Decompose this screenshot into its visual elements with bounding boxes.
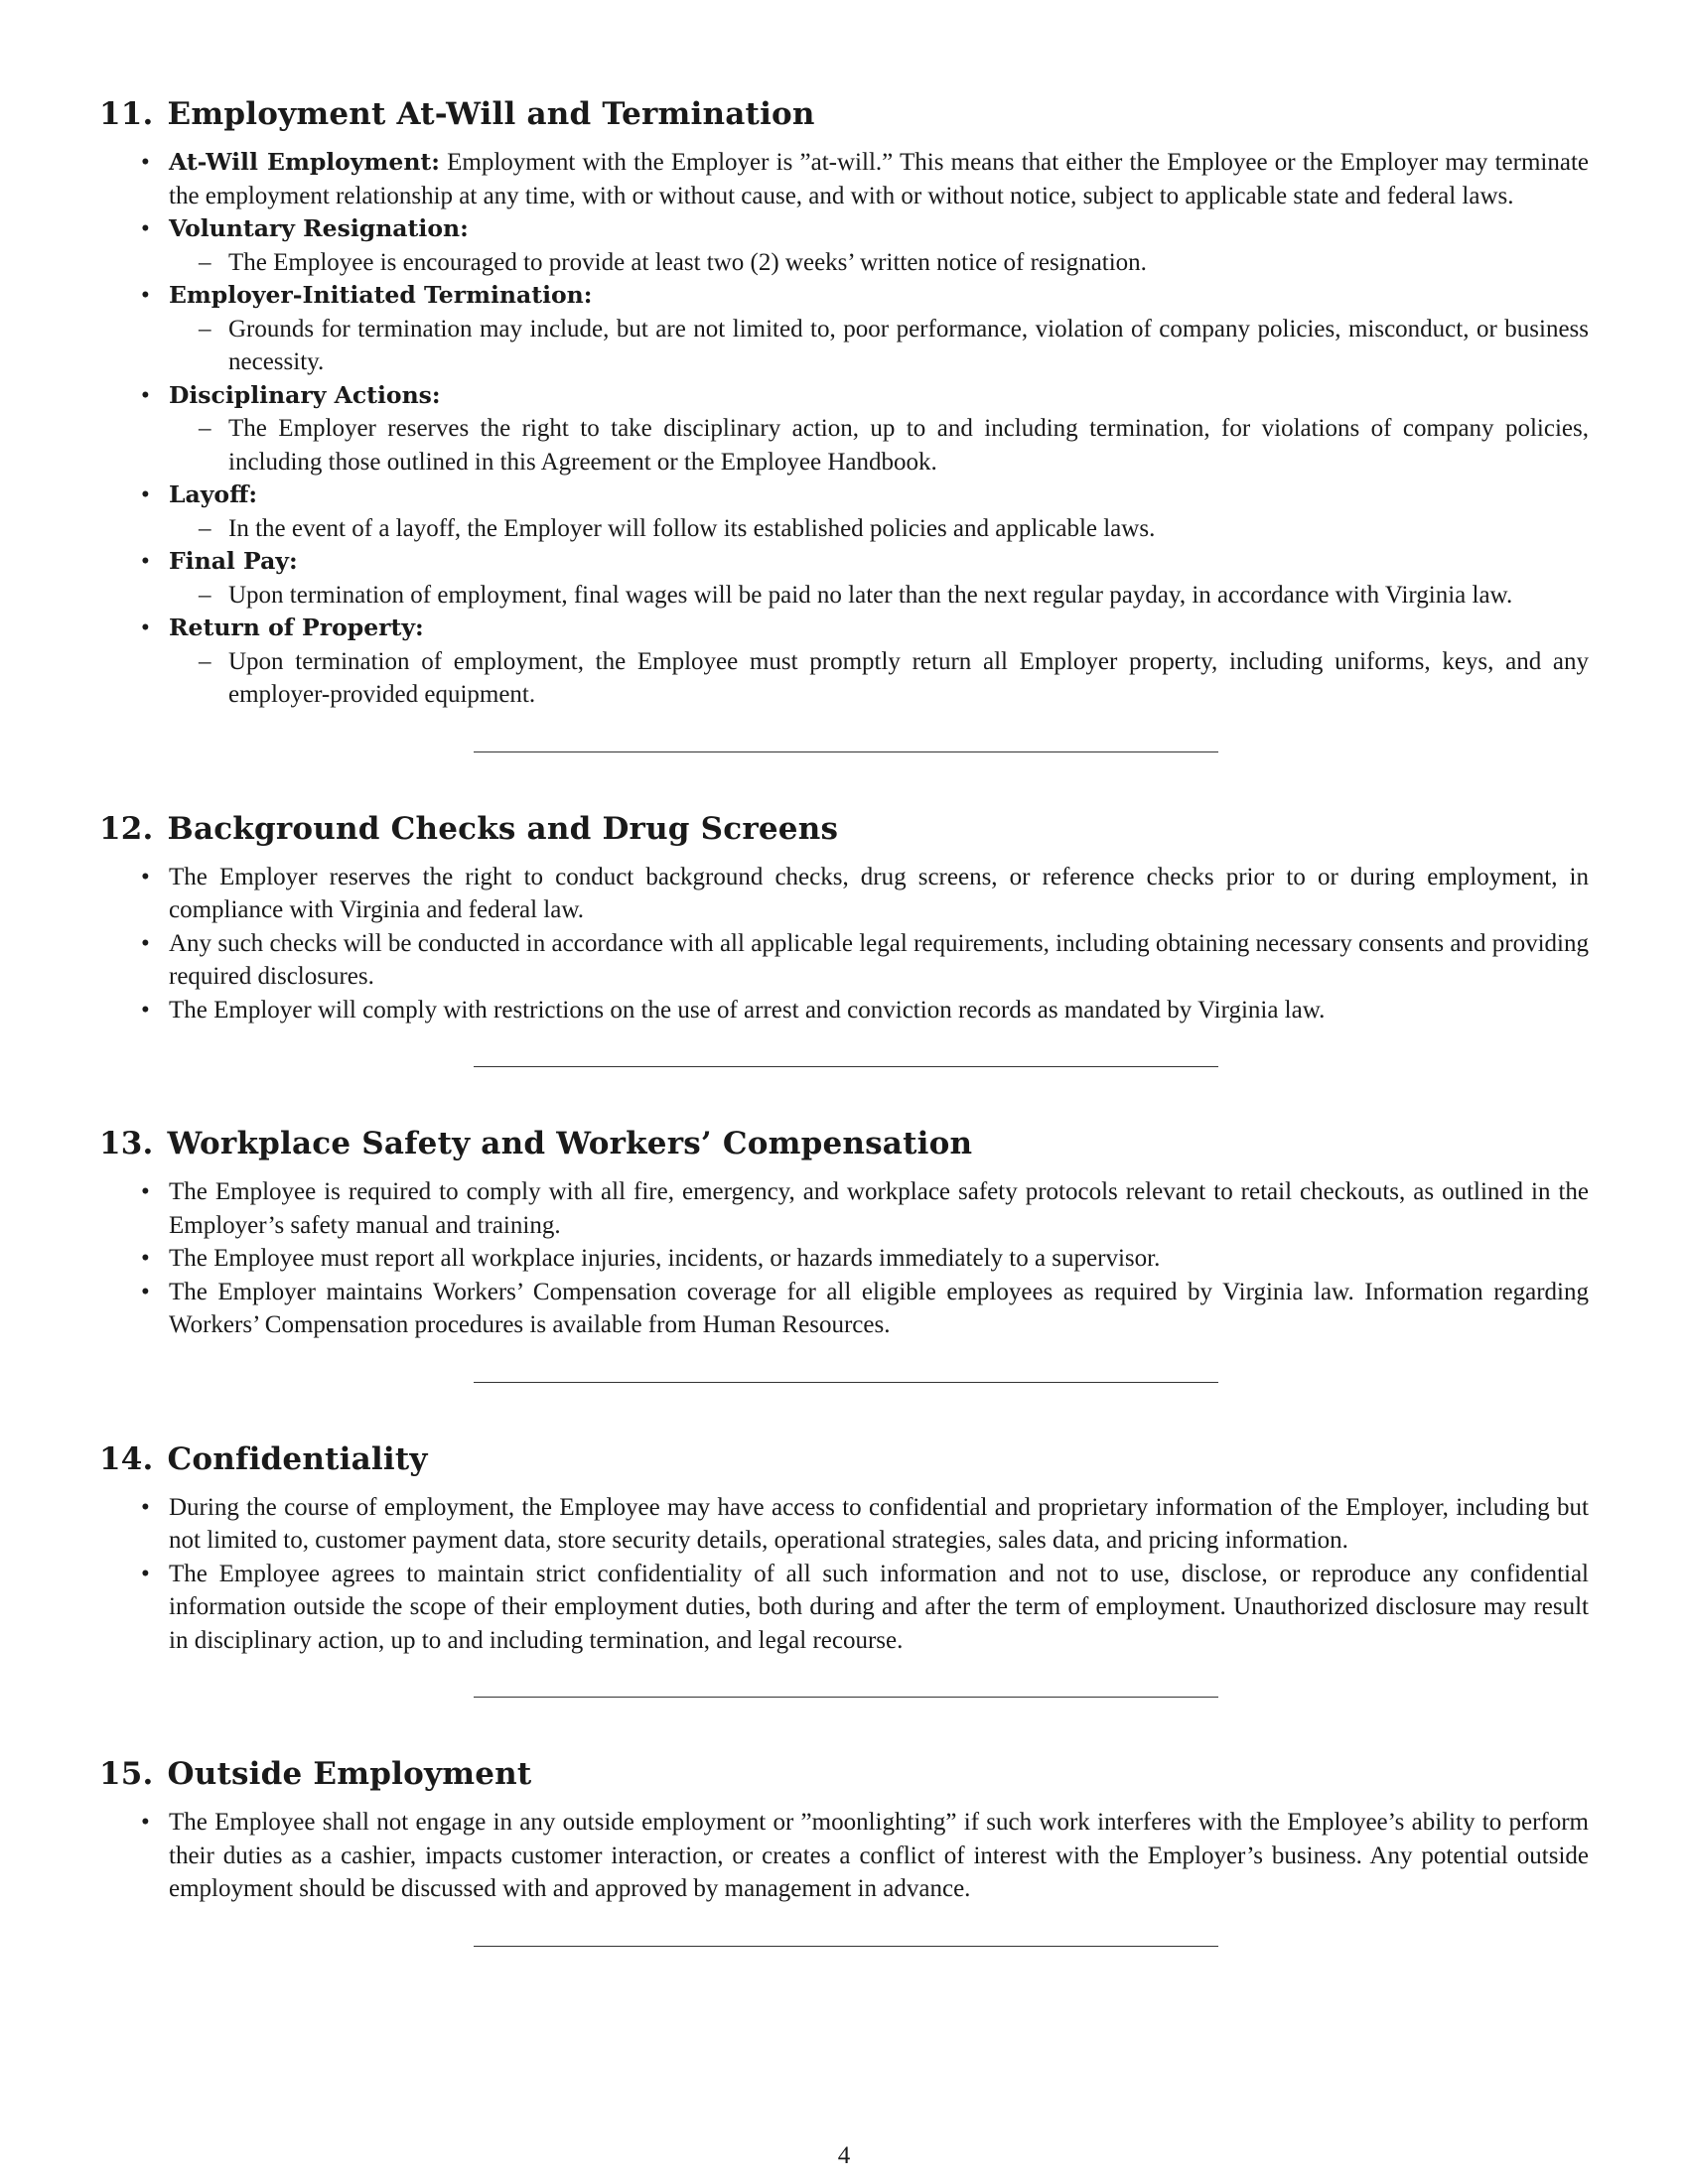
sub-list-item: – The Employee is encouraged to provide at least two (2) weeks’ written notice of resignation. [169,246,1589,280]
section-12 [99,809,1589,1068]
section-heading: 11. Employment At-Will and Termination [99,96,815,132]
list-item: • Voluntary Resignation: – The Employee is encouraged to provide at least two (2) weeks’ written notice of resignation. [99,212,1589,279]
section-list [99,1491,1589,1658]
list-item: • Return of Property: – Upon termination of employment, the Employee must promptly return all Employer property, including uniforms, keys, and any employer-provided equipment. [99,612,1589,712]
sub-list-item: – Upon termination of employment, the Employee must promptly return all Employer property, including uniforms, keys, and any employer-provided equipment. [169,645,1589,712]
document-page [99,94,1589,1947]
list-item: • The Employer will comply with restrictions on the use of arrest and conviction records as mandated by Virginia law. [99,994,1589,1027]
section-13 [99,1124,1589,1383]
section-heading: 14. Confidentiality [99,1440,428,1477]
section-divider [474,1946,1218,1947]
list-item: • During the course of employment, the Employee may have access to confidential and proprietary information of the Employer, including but not limited to, customer payment data, store security details, operational strategies, sales data, and pricing information. [99,1491,1589,1558]
sub-list-item: – In the event of a layoff, the Employer will follow its established policies and applicable laws. [169,512,1589,546]
list-item: • The Employer reserves the right to conduct background checks, drug screens, or reference checks prior to or during employment, in compliance with Virginia and federal law. [99,861,1589,927]
section-heading: 15. Outside Employment [99,1756,532,1792]
list-item: • The Employee is required to comply with all fire, emergency, and workplace safety protocols relevant to retail checkouts, as outlined in the Employer’s safety manual and training. [99,1175,1589,1242]
list-item: • The Employer maintains Workers’ Compensation coverage for all eligible employees as required by Virginia law. Information regarding Workers’ Compensation procedures is available from Human Resources. [99,1276,1589,1342]
list-item: • The Employee agrees to maintain strict confidentiality of all such information and not to use, disclose, or reproduce any confidential information outside the scope of their employment duties, both during and after the term of employment. Unauthorized disclosure may result in disciplinary action, up to and including termination, and legal recourse. [99,1558,1589,1658]
list-item: • Final Pay: – Upon termination of employment, final wages will be paid no later than the next regular payday, in accordance with Virginia law. [99,545,1589,612]
list-item: • Employer-Initiated Termination: – Grounds for termination may include, but are not limited to, poor performance, violation of company policies, misconduct, or business necessity. [99,279,1589,379]
section-heading: 13. Workplace Safety and Workers’ Compensation [99,1126,973,1161]
list-item: • At-Will Employment: Employment with the Employer is ”at-will.” This means that either the Employee or the Employer may terminate the employment relationship at any time, with or without cause, and with or without notice, subject to applicable state and federal laws. [99,146,1589,212]
list-item: • Layoff: – In the event of a layoff, the Employer will follow its established policies and applicable laws. [99,478,1589,545]
page-number: 4 [837,2142,851,2169]
sub-list-item: – Grounds for termination may include, but are not limited to, poor performance, violation of company policies, misconduct, or business necessity. [169,313,1589,379]
list-item: • Any such checks will be conducted in accordance with all applicable legal requirements, including obtaining necessary consents and providing required disclosures. [99,927,1589,994]
list-item: • The Employee must report all workplace injuries, incidents, or hazards immediately to a supervisor. [99,1242,1589,1276]
sub-list-item: – The Employer reserves the right to take disciplinary action, up to and including termination, for violations of company policies, including those outlined in this Agreement or the Employee Handbook. [169,412,1589,478]
section-14 [99,1439,1589,1699]
section-heading: 12. Background Checks and Drug Screens [99,810,839,847]
section-11 [99,94,1589,752]
list-item: • The Employee shall not engage in any outside employment or ”moonlighting” if such work interferes with the Employee’s ability to perform their duties as a cashier, impacts customer interaction, or creates a conflict of interest with the Employer’s business. Any potential outside employment should be discussed with and approved by management in advance. [99,1806,1589,1906]
list-item: • Disciplinary Actions: – The Employer reserves the right to take disciplinary action, up to and including termination, for violations of company policies, including those outlined in this Agreement or the Employee Handbook. [99,379,1589,479]
section-list [99,146,1589,712]
section-15 [99,1754,1589,1947]
section-list [99,1175,1589,1342]
sub-list-item: – Upon termination of employment, final wages will be paid no later than the next regular payday, in accordance with Virginia law. [169,579,1589,613]
section-list [99,1806,1589,1906]
section-list [99,861,1589,1027]
